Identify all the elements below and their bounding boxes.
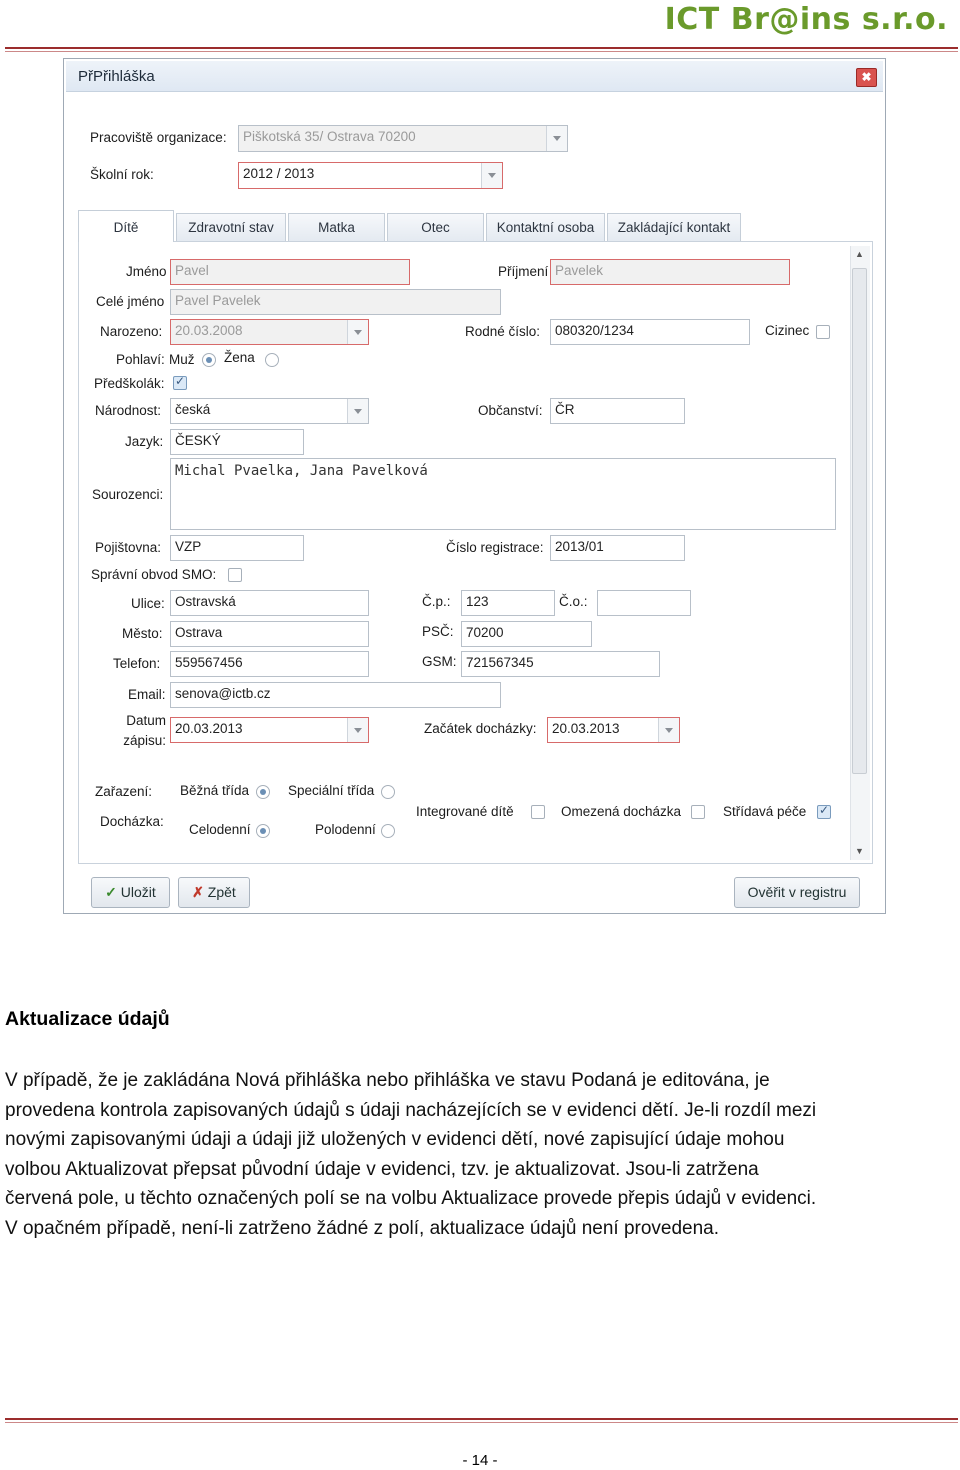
header-rule [5,47,958,49]
mesto-label: Město: [122,626,163,641]
telefon-label: Telefon: [113,656,161,671]
cizinec-label: Cizinec [765,323,810,338]
co-field[interactable] [597,590,691,616]
paragraph-line: V opačném případě, není-li zatrženo žádné z polí, aktualizace údajů není provedena. [5,1218,720,1239]
close-icon: ✖ [861,70,872,84]
integrovane-checkbox[interactable] [531,805,545,819]
stridava-label: Střídavá péče [723,804,807,819]
stridava-checkbox[interactable] [817,805,831,819]
polodenni-radio[interactable] [381,824,395,838]
tab-dite[interactable]: Dítě [78,210,174,242]
registrace-label: Číslo registrace: [446,540,544,555]
zarazeni-label: Zařazení: [95,784,153,799]
save-button[interactable]: ✓ Uložit [91,877,170,908]
tab-kontaktni-osoba[interactable]: Kontaktní osoba [486,213,605,241]
prijmeni-label: Příjmení [498,264,549,279]
school-year-select[interactable]: 2012 / 2013 [238,162,503,189]
jmeno-field[interactable]: Pavel [170,259,410,285]
calendar-dropdown-icon [347,320,368,344]
polodenni-label: Polodenní [315,822,376,837]
muz-radio[interactable] [202,353,216,367]
jazyk-label: Jazyk: [125,434,164,449]
specialni-trida-label: Speciální třída [288,783,375,798]
predskolak-label: Předškolák: [94,376,165,391]
cp-field[interactable]: 123 [461,590,555,616]
calendar-dropdown-icon [658,718,679,742]
gsm-label: GSM: [422,654,457,669]
telefon-field[interactable]: 559567456 [170,651,369,677]
zena-radio[interactable] [265,353,279,367]
datum-label-1: Datum [126,713,166,728]
narozeno-label: Narozeno: [100,324,163,339]
email-label: Email: [128,687,166,702]
zena-label: Žena [224,350,255,365]
specialni-trida-radio[interactable] [381,785,395,799]
zacatek-label: Začátek docházky: [424,721,537,736]
celodenni-radio[interactable] [256,824,270,838]
omezena-checkbox[interactable] [691,805,705,819]
footer-rule-thin [5,1422,958,1423]
integrovane-label: Integrované dítě [416,804,514,819]
cizinec-checkbox[interactable] [816,325,830,339]
bezna-trida-radio[interactable] [256,785,270,799]
company-logo: ICT Br@ins s.r.o. [664,2,948,37]
datum-zapisu-field[interactable]: 20.03.2013 [170,717,369,743]
email-field[interactable]: senova@ictb.cz [170,682,501,708]
cross-icon: ✗ [192,884,208,900]
chevron-down-icon [546,126,567,151]
registrace-field[interactable]: 2013/01 [550,535,685,561]
section-heading: Aktualizace údajů [5,1008,170,1030]
dialog-title-bar [66,61,883,92]
psc-label: PSČ: [422,624,454,639]
dialog-title: PřPřihláška [78,68,155,85]
paragraph-line: V případě, že je zakládána Nová přihláška nebo přihláška ve stavu Podaná je editována, je [5,1070,770,1091]
smo-checkbox[interactable] [228,568,242,582]
cp-label: Č.p.: [422,594,451,609]
pojistovna-field[interactable]: VZP [170,535,304,561]
chevron-down-icon [481,163,502,188]
org-select[interactable]: Piškotská 35/ Ostrava 70200 [238,125,568,152]
sourozenci-label: Sourozenci: [92,487,164,502]
smo-label: Správní obvod SMO: [91,567,217,582]
cele-jmeno-field[interactable]: Pavel Pavelek [170,289,501,315]
tab-otec[interactable]: Otec [387,213,484,241]
mesto-field[interactable]: Ostrava [170,621,369,647]
year-label: Školní rok: [90,167,154,182]
jazyk-field[interactable]: ČESKÝ [170,429,304,455]
paragraph-line: volbou Aktualizovat přepsat původní údaje v evidenci, tzv. je aktualizovat. Jsou-li zatržena [5,1159,759,1180]
scroll-down-icon[interactable]: ▼ [855,846,864,856]
paragraph-line: provedena kontrola zapisovaných údajů s údaji nacházejících se v evidenci dětí. Je-li rozdíl mezi [5,1100,817,1121]
pohlavi-label: Pohlaví: [116,352,165,367]
ulice-label: Ulice: [131,596,165,611]
rodne-cislo-label: Rodné číslo: [465,324,541,339]
prijmeni-field[interactable]: Pavelek [550,259,790,285]
scrollbar-thumb[interactable] [852,268,867,774]
sourozenci-textarea[interactable]: Michal Pvaelka, Jana Pavelková [170,458,836,530]
omezena-label: Omezená docházka [561,804,682,819]
header-rule-thin [5,51,958,52]
paragraph-line: novými zapisovanými údaji a údaji již uložených v evidenci dětí, nové zapisující údaje mohou [5,1129,785,1150]
ulice-field[interactable]: Ostravská [170,590,369,616]
tab-zakladajici-kontakt[interactable]: Zakládající kontakt [607,213,741,241]
narodnost-select[interactable]: česká [170,398,369,424]
chevron-down-icon [347,399,368,423]
verify-registry-button[interactable]: Ověřit v registru [734,877,860,908]
bezna-trida-label: Běžná třída [180,783,250,798]
paragraph-line: červená pole, u těchto označených polí se na volbu Aktualizace provede přepis údajů v evidenci. [5,1188,817,1209]
celodenni-label: Celodenní [189,822,251,837]
dochazka-label: Docházka: [100,814,164,829]
rodne-cislo-field[interactable]: 080320/1234 [550,319,750,345]
back-button[interactable]: ✗ Zpět [178,877,250,908]
muz-label: Muž [169,352,195,367]
gsm-field[interactable]: 721567345 [461,651,660,677]
pojistovna-label: Pojištovna: [95,540,162,555]
page-number: - 14 - [462,1452,498,1469]
cele-jmeno-label: Celé jméno [96,294,165,309]
tab-zdravotni-stav[interactable]: Zdravotní stav [176,213,286,241]
obcanstvi-label: Občanství: [478,403,543,418]
close-button[interactable] [856,68,877,87]
footer-rule [5,1418,958,1420]
zacatek-dochazky-field[interactable]: 20.03.2013 [547,717,680,743]
psc-field[interactable]: 70200 [461,621,592,647]
datum-label-2: zápisu: [123,733,166,748]
calendar-dropdown-icon [347,718,368,742]
org-label: Pracoviště organizace: [90,130,227,145]
predskolak-checkbox[interactable] [173,376,187,390]
narozeno-field[interactable]: 20.03.2008 [170,319,369,345]
co-label: Č.o.: [559,594,588,609]
check-icon: ✓ [105,884,121,900]
tab-matka[interactable]: Matka [288,213,385,241]
obcanstvi-field[interactable]: ČR [550,398,685,424]
narodnost-label: Národnost: [95,403,162,418]
jmeno-label: Jméno [126,264,167,279]
scroll-up-icon[interactable]: ▲ [855,249,864,259]
